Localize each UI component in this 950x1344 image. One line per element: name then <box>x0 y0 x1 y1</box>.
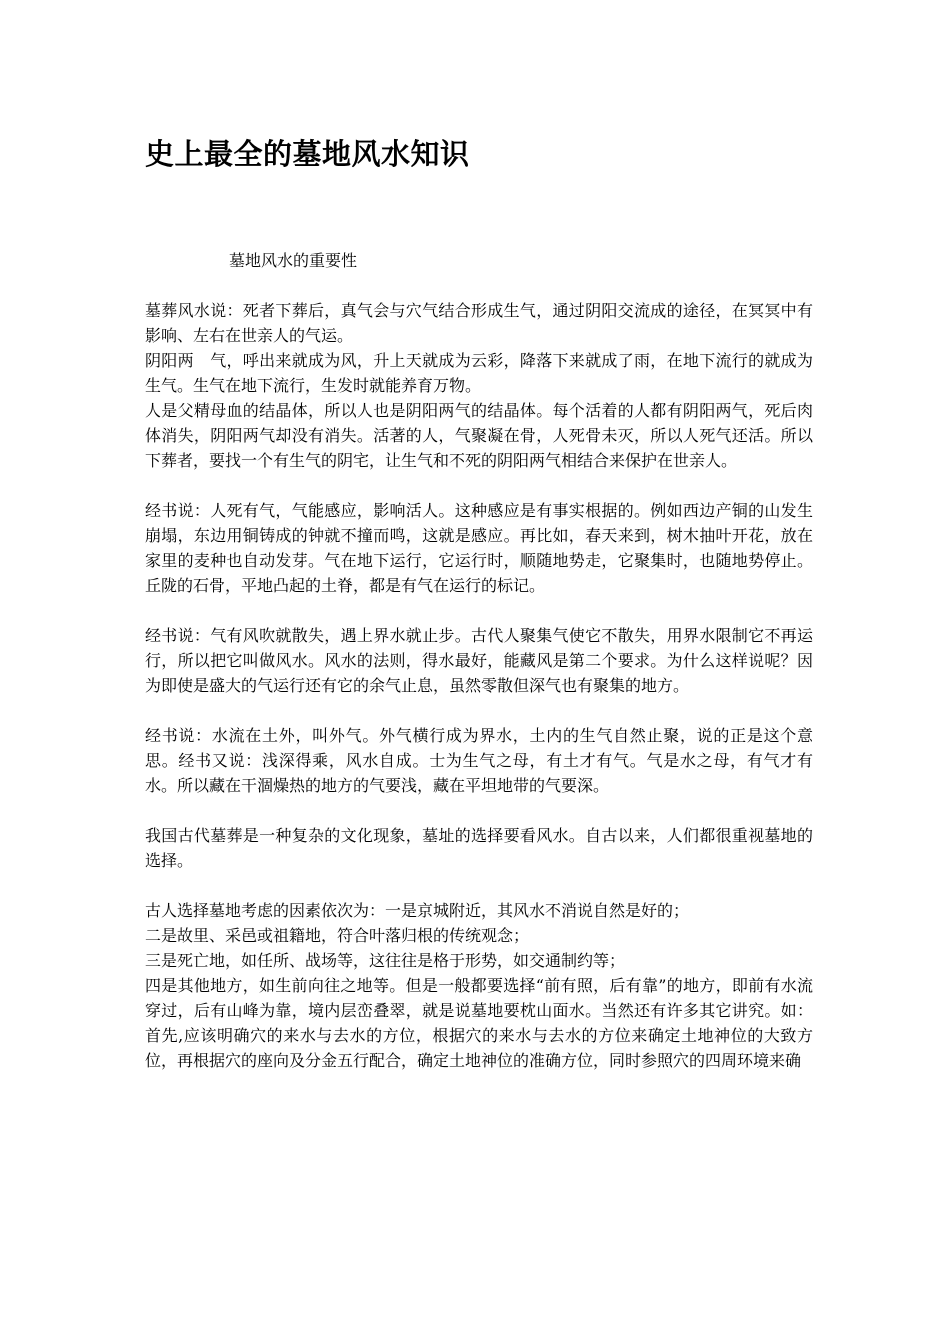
document-title: 史上最全的墓地风水知识 <box>145 137 470 171</box>
paragraph: 二是故里、采邑或祖籍地，符合叶落归根的传统观念； <box>145 926 530 945</box>
paragraph: 人是父精母血的结晶体，所以人也是阴阳两气的结晶体。每个活着的人都有阴阳两气，死后肉体消失，阴阳两气却没有消失。活著的人，气聚凝在骨，人死骨未灭，所以人死气还活。所以下葬者，要找一个有生气的阴宅，让生气和不死的阴阳两气相结合来保护在世亲人。 <box>145 401 813 470</box>
paragraph: 阴阳两 气，呼出来就成为风，升上天就成为云彩，降落下来就成了雨，在地下流行的就成为生气。生气在地下流行，生发时就能养育万物。 <box>145 351 813 395</box>
paragraph: 三是死亡地，如任所、战场等，这往往是格于形势，如交通制约等； <box>145 951 626 970</box>
paragraph: 经书说：水流在土外，叫外气。外气横行成为界水，土内的生气自然止聚，说的正是这个意思。经书又说：浅深得乘，风水自成。士为生气之母，有土才有气。气是水之母，有气才有水。所以藏在干涸燥热的地方的气要浅，藏在平坦地带的气要深。 <box>145 726 813 795</box>
paragraph: 四是其他地方，如生前向往之地等。但是一般都要选择“前有照，后有靠”的地方，即前有水流穿过，后有山峰为靠，境内层峦叠翠，就是说墓地要枕山面水。当然还有许多其它讲究。如：首先,应该明确穴的来水与去水的方位，根据穴的来水与去水的方位来确定土地神位的大致方位，再根据穴的座向及分金五行配合，确定土地神位的准确方位，同时参照穴的四周环境来确 <box>145 976 813 1070</box>
paragraph: 古人选择墓地考虑的因素依次为：一是京城附近，其风水不消说自然是好的； <box>145 901 690 920</box>
document-body <box>145 298 813 1073</box>
paragraph: 经书说：气有风吹就散失，遇上界水就止步。古代人聚集气使它不散失，用界水限制它不再运行，所以把它叫做风水。风水的法则，得水最好，能藏风是第二个要求。为什么这样说呢？因为即使是盛大的气运行还有它的余气止息，虽然零散但深气也有聚集的地方。 <box>145 626 813 695</box>
section-subtitle: 墓地风水的重要性 <box>229 251 358 270</box>
paragraph: 我国古代墓葬是一种复杂的文化现象，墓址的选择要看风水。自古以来，人们都很重视墓地的选择。 <box>145 826 813 870</box>
paragraph: 墓葬风水说：死者下葬后，真气会与穴气结合形成生气，通过阴阳交流成的途径，在冥冥中有影响、左右在世亲人的气运。 <box>145 301 813 345</box>
paragraph: 经书说：人死有气，气能感应，影响活人。这种感应是有事实根据的。例如西边产铜的山发生崩塌，东边用铜铸成的钟就不撞而鸣，这就是感应。再比如，春天来到，树木抽叶开花，放在家里的麦种也自动发芽。气在地下运行，它运行时，顺随地势走，它聚集时，也随地势停止。丘陇的石骨，平地凸起的土脊，都是有气在运行的标记。 <box>145 501 813 595</box>
